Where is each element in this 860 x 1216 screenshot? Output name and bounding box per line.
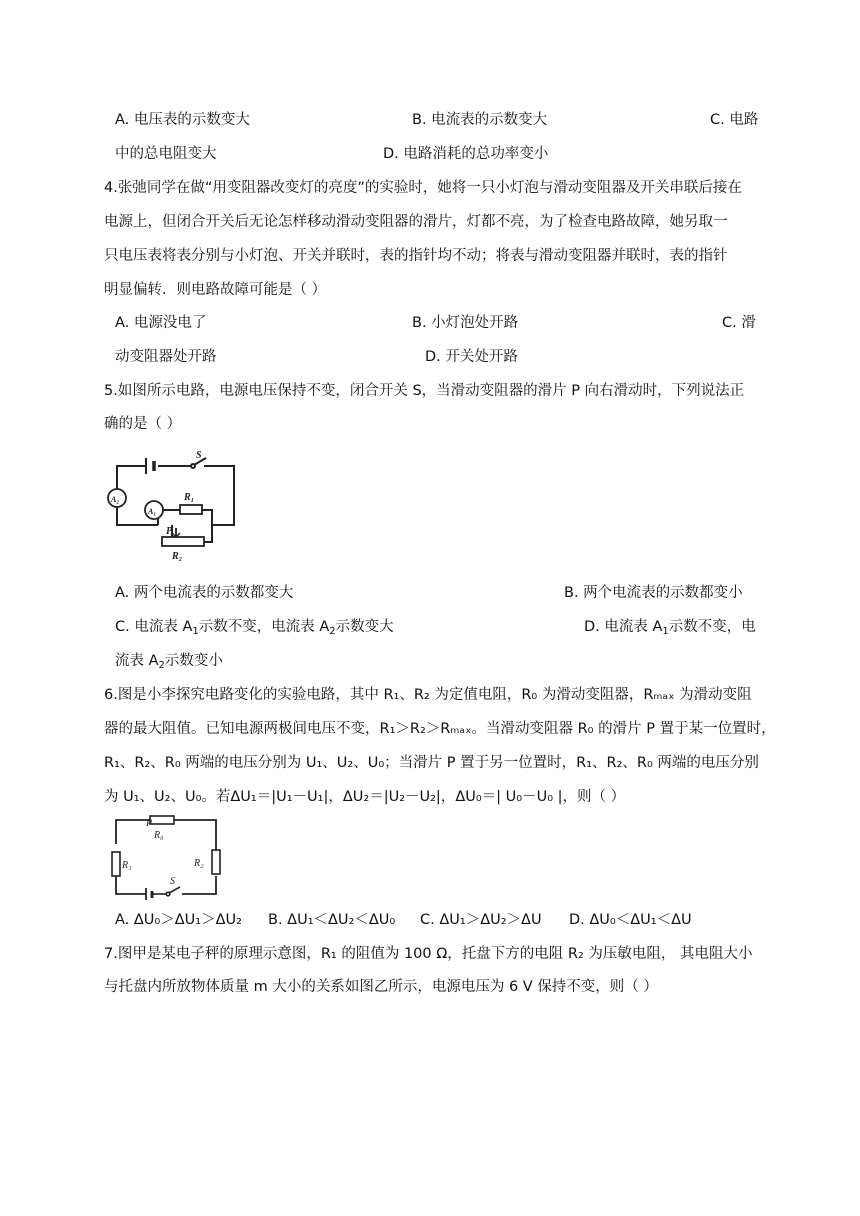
q5-resistor-r1-icon	[180, 505, 202, 514]
q7-stem-line2: 与托盘内所放物体质量 m 大小的关系如图乙所示，电源电压为 6 V 保持不变，则（ ）	[104, 979, 658, 995]
q5-label-p: P	[166, 526, 173, 537]
q6-label-r2: R₂	[194, 858, 204, 869]
q3-option-d: D. 电路消耗的总功率变小	[383, 146, 549, 162]
q4-option-d: D. 开关处开路	[425, 349, 518, 365]
q3-option-a: A. 电压表的示数变大	[115, 112, 250, 128]
q6-option-b: B. ΔU₁＜ΔU₂＜ΔU₀	[268, 912, 396, 928]
q6-option-d: D. ΔU₀＜ΔU₁＜ΔU	[569, 912, 692, 928]
q6-resistor-r1-icon	[112, 852, 120, 876]
q5-option-a: A. 两个电流表的示数都变大	[115, 585, 294, 601]
q6-label-r1: R₁	[122, 860, 132, 871]
q7-stem-line1: 7.图甲是某电子秤的原理示意图，R₁ 的阻值为 100 Ω，托盘下方的电阻 R₂ 为压敏电阻， 其电阻大小	[104, 946, 753, 962]
q5-label-r1: R₁	[184, 492, 195, 503]
q5-battery-icon	[146, 458, 154, 474]
q5-option-b: B. 两个电流表的示数都变小	[564, 585, 743, 601]
q3-option-c-part2: 中的总电阻变大	[115, 146, 217, 162]
q5-option-c: C. 电流表 $A_1$示数不变，电流表 $A_2$示数变大	[115, 619, 394, 637]
q5-stem-line1: 5.如图所示电路，电源电压保持不变，闭合开关 S，当滑动变阻器的滑片 P 向右滑动时，下列说法正	[104, 383, 745, 399]
q5-option-d-part1: D. 电流表 $A_1$示数不变，电	[584, 619, 756, 637]
q3-option-b: B. 电流表的示数变大	[412, 112, 548, 128]
q6-option-c: C. ΔU₁＞ΔU₂＞ΔU	[420, 912, 542, 928]
q6-rheostat-r0-icon	[150, 816, 174, 824]
q6-resistor-r2-icon	[212, 850, 220, 874]
q6-option-a: A. ΔU₀＞ΔU₁＞ΔU₂	[115, 912, 242, 928]
q6-stem-line2: 器的最大阻值。已知电源两极间电压不变，R₁＞R₂＞Rₘₐₓ。当滑动变阻器 R₀ 的滑片 P 置于某一位置时，	[104, 721, 776, 737]
q4-option-a: A. 电源没电了	[115, 315, 207, 331]
q4-stem-line1: 4.张弛同学在做“用变阻器改变灯的亮度”的实验时，她将一只小灯泡与滑动变阻器及开关串联后接在	[104, 180, 742, 196]
q5-label-s: S	[196, 450, 202, 461]
q6-circuit-diagram	[104, 814, 228, 900]
q4-stem-line2: 电源上，但闭合开关后无论怎样移动滑动变阻器的滑片，灯都不亮，为了检查电路故障，她另取一	[104, 214, 728, 230]
q6-label-s: S	[170, 876, 175, 887]
q5-stem-line2: 确的是（ ）	[104, 416, 182, 432]
q5-circuit-diagram	[100, 448, 242, 568]
q6-label-p: P	[146, 818, 153, 829]
q4-option-c-part1: C. 滑	[722, 315, 756, 331]
q6-stem-line3: R₁、R₂、R₀ 两端的电压分别为 U₁、U₂、U₀；当滑片 P 置于另一位置时，R₁、R₂、R₀ 两端的电压分别	[104, 755, 759, 771]
q5-option-d-part2: 流表 $A_2$示数变小	[115, 653, 223, 671]
q4-stem-line3: 只电压表将表分别与小灯泡、开关并联时，表的指针均不动；将表与滑动变阻器并联时，表的指针	[104, 248, 728, 264]
q6-stem-line4: 为 U₁、U₂、U₀。若ΔU₁＝|U₁－U₁|，ΔU₂＝|U₂－U₂|，ΔU₀＝| U₀－U₀ |，则（ ）	[104, 789, 626, 805]
q6-label-r0: R₀	[154, 830, 164, 841]
q4-option-b: B. 小灯泡处开路	[412, 315, 519, 331]
q6-stem-line1: 6.图是小李探究电路变化的实验电路，其中 R₁、R₂ 为定值电阻，R₀ 为滑动变阻器，Rₘₐₓ 为滑动变阻	[104, 687, 752, 703]
q4-option-c-part2: 动变阻器处开路	[115, 349, 217, 365]
q4-stem-line4: 明显偏转．则电路故障可能是（ ）	[104, 282, 327, 298]
q5-label-a2: A₂	[111, 495, 120, 504]
q6-battery-icon	[146, 888, 152, 900]
q5-label-r2: R₂	[172, 551, 183, 562]
q6-switch-icon	[152, 887, 180, 896]
q3-option-c-part1: C. 电路	[710, 112, 759, 128]
q5-label-a1: A₁	[148, 507, 157, 516]
